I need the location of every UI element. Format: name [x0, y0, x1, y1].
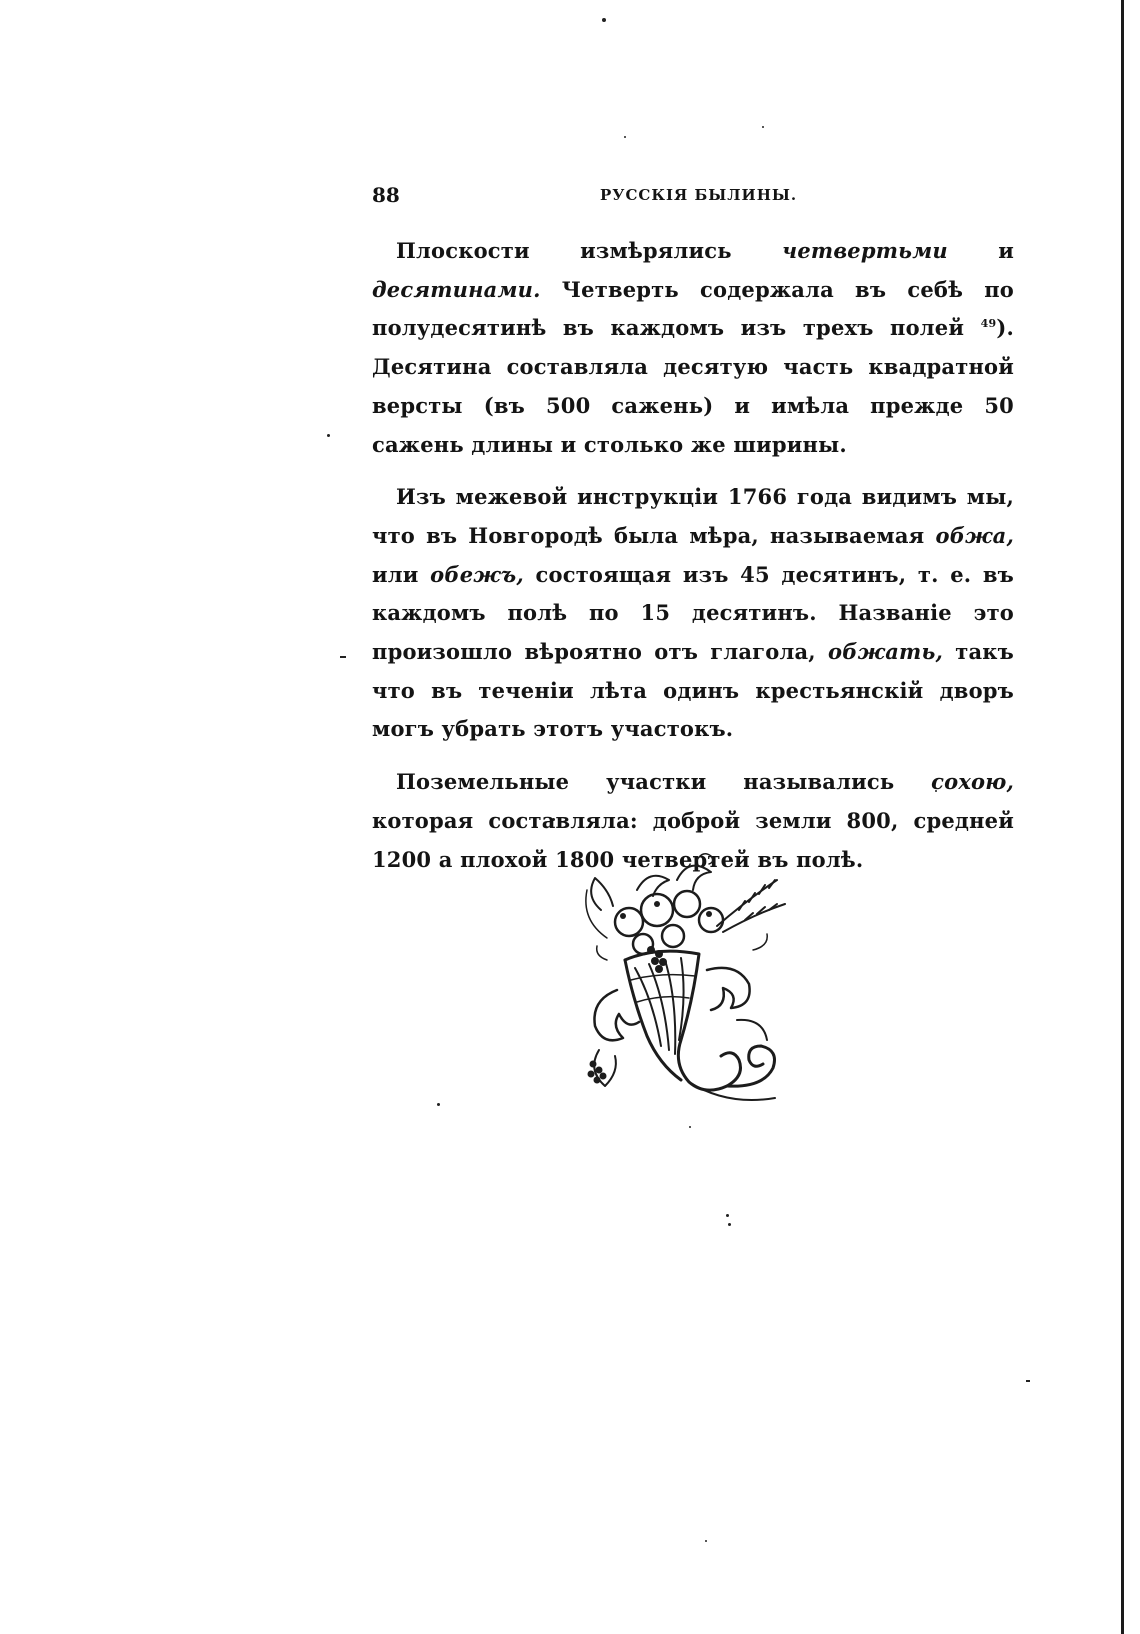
scan-speck — [327, 434, 330, 437]
text-run: состоящая изъ 45 десятинъ, т. е. въ каждомъ полѣ по 15 десятинъ. Названіе это произошло вѣроятно отъ глагола, — [372, 561, 1014, 665]
italic-term: четвертьми — [782, 238, 948, 263]
italic-term: десятинами. — [372, 276, 541, 302]
page-edge-rule — [1121, 0, 1124, 1634]
running-title: РУССКІЯ БЫЛИНЫ. — [600, 186, 798, 204]
paragraph-plane-measures — [372, 232, 1014, 464]
footnote-reference: 49 — [980, 317, 997, 331]
ornament-ink — [586, 854, 785, 1100]
scan-speck — [726, 1214, 729, 1217]
scan-speck — [624, 136, 626, 138]
text-run: Поземельные участки назывались — [396, 769, 932, 795]
italic-term: обжать, — [828, 639, 944, 665]
page-number: 88 — [372, 183, 400, 207]
text-run: или — [372, 561, 431, 587]
italic-term: обежъ, — [430, 561, 524, 587]
cornucopia-ornament-icon — [577, 850, 792, 1118]
scan-speck — [728, 1223, 731, 1226]
scan-speck — [340, 656, 346, 658]
scan-speck — [762, 126, 764, 128]
text-run: и — [947, 238, 1015, 263]
paragraph-obzha — [372, 478, 1014, 749]
text-run: Плоскости измѣрялись — [396, 238, 783, 263]
text-run: Четверть содержала въ себѣ по полудесятинѣ въ каждомъ изъ трехъ полей — [372, 276, 1014, 341]
page-header — [372, 183, 1014, 211]
text-run: такъ что въ теченіи лѣта одинъ крестьянскій дворъ могъ убрать этотъ участокъ. — [372, 639, 1014, 742]
scan-speck — [705, 1540, 707, 1542]
scan-speck — [602, 18, 606, 22]
text-run: которая составляла: доброй земли 800, средней 1200 а плохой 1800 четвертей въ полѣ. — [372, 807, 1014, 872]
text-run: Изъ межевой инструкціи 1766 года видимъ мы, что въ Новгородѣ была мѣра, называемая — [372, 484, 1014, 548]
cornucopia-drawing — [577, 850, 792, 1118]
italic-term: обжа, — [935, 522, 1014, 548]
scan-speck — [1026, 1380, 1030, 1382]
italic-term: сохою, — [931, 769, 1014, 795]
scan-speck — [437, 1103, 440, 1106]
body-text — [372, 232, 1014, 893]
text-run: ). Десятина составляла десятую часть квадратной версты (въ 500 сажень) и имѣла прежде 50 сажень длины и столько же ширины. — [372, 315, 1014, 457]
scan-speck — [689, 1126, 691, 1128]
